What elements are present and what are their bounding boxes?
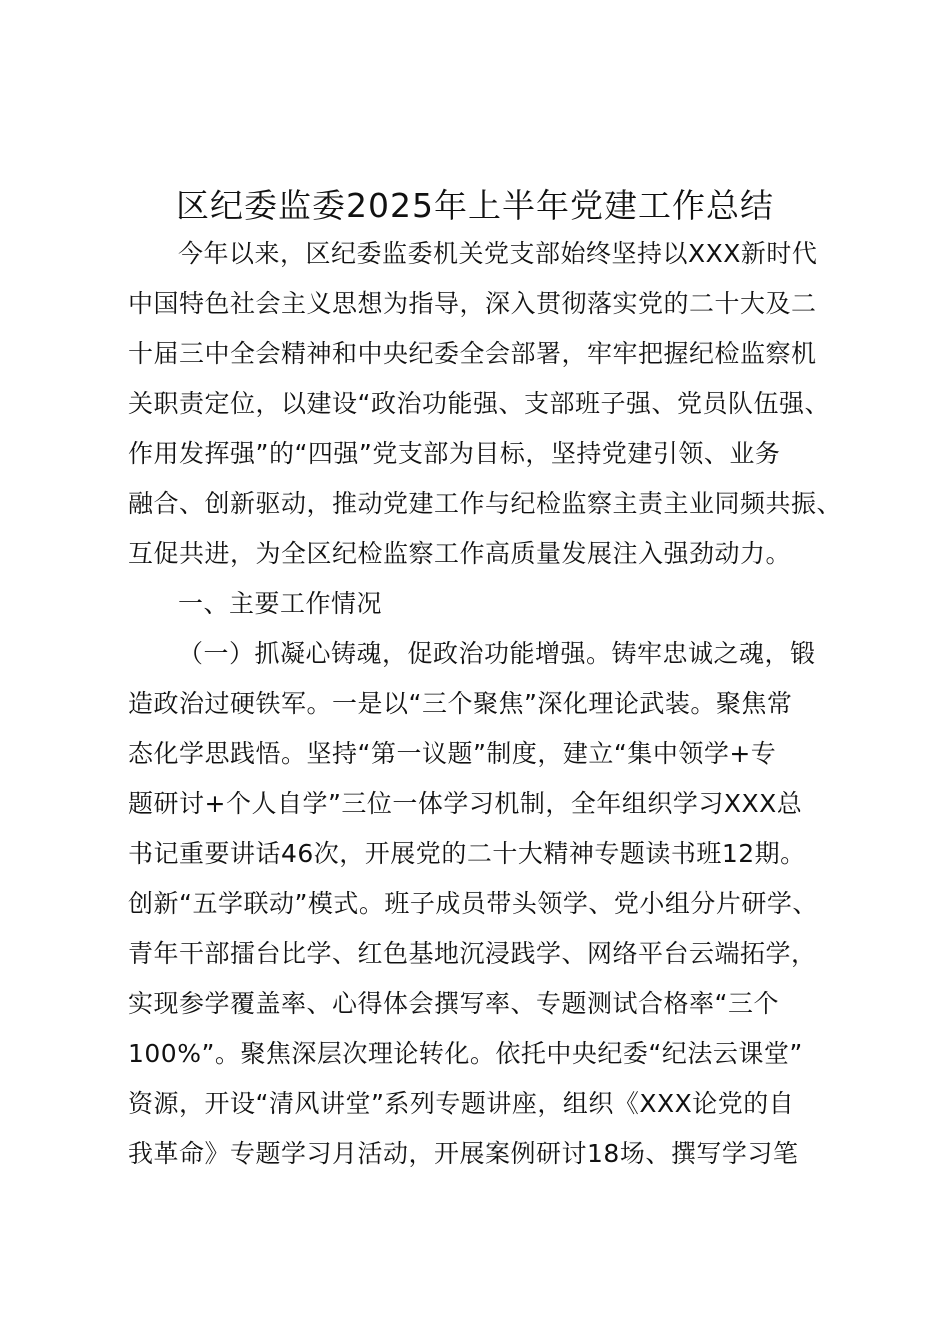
document-title: 区纪委监委2025年上半年党建工作总结 <box>176 186 774 225</box>
body-line-13: 书记重要讲话46次，开展党的二十大精神专题读书班12期。 <box>128 839 806 868</box>
body-line-11: 态化学思践悟。坚持“第一议题”制度，建立“集中领学+专 <box>128 739 777 768</box>
body-line-6: 融合、创新驱动，推动党建工作与纪检监察主责主业同频共振、 <box>128 489 843 518</box>
body-line-5: 作用发挥强”的“四强”党支部为目标，坚持党建引领、业务 <box>128 439 781 468</box>
body-line-19: 我革命》专题学习月活动，开展案例研讨18场、撰写学习笔 <box>128 1139 799 1168</box>
body-line-16: 实现参学覆盖率、心得体会撰写率、专题测试合格率“三个 <box>128 989 779 1018</box>
body-line-12: 题研讨+个人自学”三位一体学习机制，全年组织学习XXX总 <box>128 789 803 818</box>
body-line-2: 中国特色社会主义思想为指导，深入贯彻落实党的二十大及二 <box>128 289 817 318</box>
body-line-14: 创新“五学联动”模式。班子成员带头领学、党小组分片研学、 <box>128 889 818 918</box>
body-line-1: 今年以来，区纪委监委机关党支部始终坚持以XXX新时代 <box>178 239 818 268</box>
body-line-10: 造政治过硬铁军。一是以“三个聚焦”深化理论武装。聚焦常 <box>128 689 793 718</box>
body-line-17: 100%”。聚焦深层次理论转化。依托中央纪委“纪法云课堂” <box>128 1039 803 1068</box>
body-line-18: 资源，开设“清风讲堂”系列专题讲座，组织《XXX论党的自 <box>128 1089 795 1118</box>
body-line-4: 关职责定位，以建设“政治功能强、支部班子强、党员队伍强、 <box>128 389 830 418</box>
section-heading: 一、主要工作情况 <box>178 589 383 618</box>
body-line-7: 互促共进，为全区纪检监察工作高质量发展注入强劲动力。 <box>128 539 792 568</box>
body-line-9: （一）抓凝心铸魂，促政治功能增强。铸牢忠诚之魂，锻 <box>178 639 816 668</box>
body-line-3: 十届三中全会精神和中央纪委全会部署，牢牢把握纪检监察机 <box>128 339 817 368</box>
body-line-15: 青年干部擂台比学、红色基地沉浸践学、网络平台云端拓学， <box>128 939 817 968</box>
